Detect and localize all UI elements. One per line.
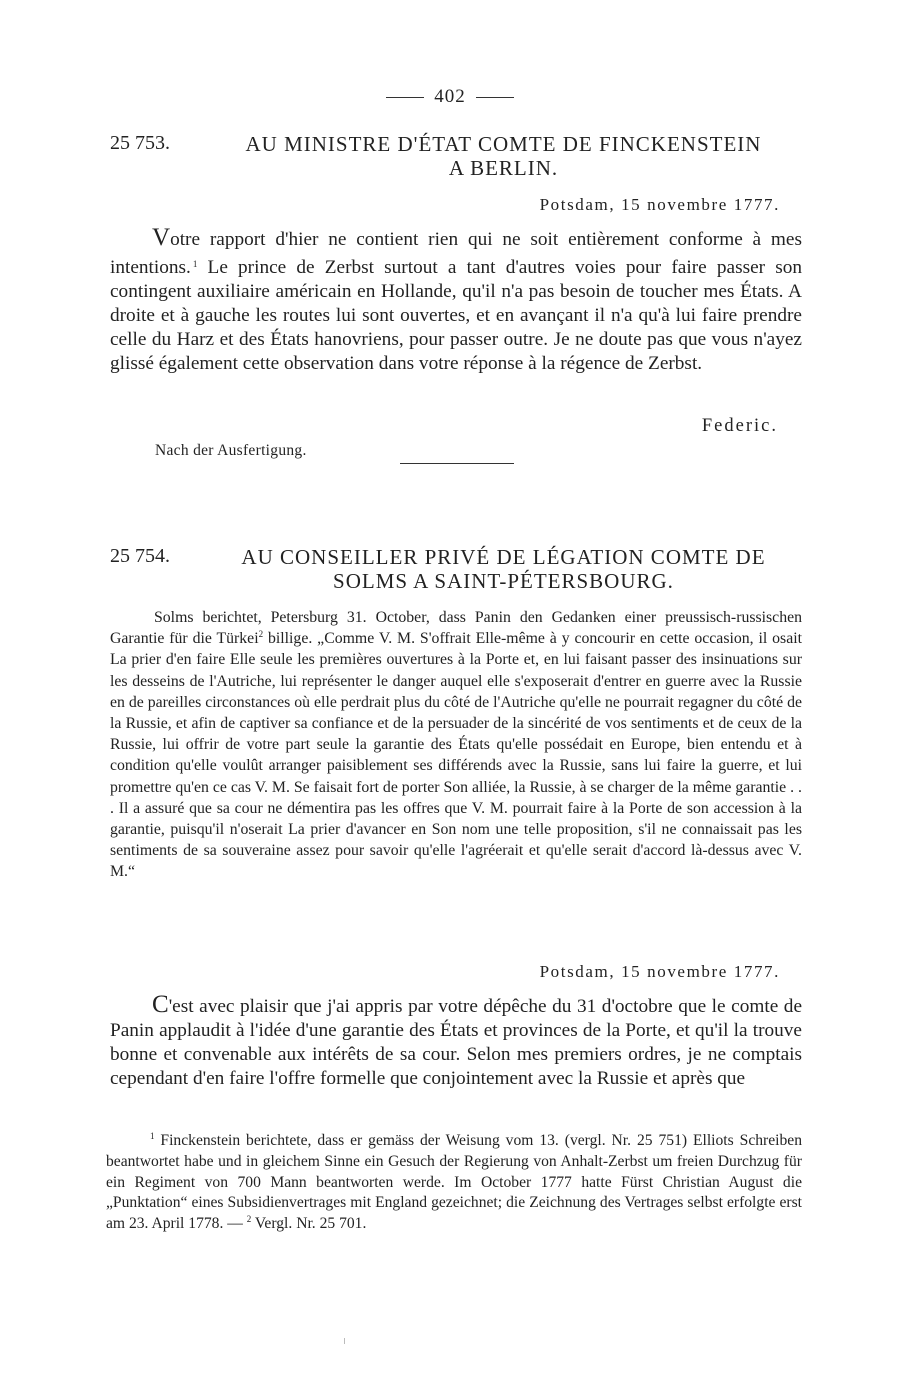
header-dash-left [386,97,424,98]
letter-number: 25 753. [110,132,170,154]
title-line-1: AU MINISTRE D'ÉTAT COMTE DE FINCKENSTEIN [245,132,762,156]
footnote-text: Finckenstein berichtete, dass er gemäss der Weisung vom 13. (vergl. Nr. 25 751) Elliots Schreiben beantwortet habe und in gleichem Sinne ein Gesuch der Regierung von Anhalt-Zerbst um freien Durchzug für ein Regiment von 700 Mann beantworten werde. Im October 1777 hatte Fürst Christian August die „Punktation“ eines Subsidienvertrages mit England gezeichnet; die Zeichnung des Vertrages selbst erfolgte erst am 23. April 1778. — [106,1132,802,1233]
letter-title [205,132,802,180]
title-line-2: A BERLIN. [448,156,559,180]
title-line-2: SOLMS A SAINT-PÉTERSBOURG. [333,569,674,593]
letter-body [110,993,802,1091]
footnote-marker: 1 [192,259,198,269]
letter-body [110,226,802,376]
drop-cap: V [152,224,171,251]
dateline: Potsdam, 15 novembre 1777. [539,195,780,214]
page-header [0,86,900,108]
title-line-1: AU CONSEILLER PRIVÉ DE LÉGATION COMTE DE [241,545,766,569]
header-dash-right [476,97,514,98]
body-text-part: otre rapport d'hier ne contient rien qui ne soit entièrement conforme à mes intentions. [110,229,802,278]
drop-cap: C [152,991,169,1018]
footnote-marker: 1 [150,1131,155,1141]
letter-heading [110,132,802,180]
footnote-marker: 2 [258,629,264,640]
summary-text-part: Solms berichtet, Petersburg 31. October, dass Panin den Gedanken einer preussisch-russischen Garantie für die Türkei [110,609,802,648]
scan-mark [344,1338,345,1344]
body-text-part: 'est avec plaisir que j'ai appris par votre dépêche du 31 d'octobre que le comte de Panin applaudit à l'idée d'une garantie des États et provinces de la Porte, et qu'il la trouve bonne et convenable aux intérêts de sa cour. Selon mes premiers ordres, je ne comptais cependant d'en faire l'offre formelle que conjointement avec la Russie et après que [110,996,802,1089]
signature: Federic. [701,416,778,436]
page-number: 402 [434,86,466,107]
letter-number: 25 754. [110,545,170,567]
letter-title [205,545,802,593]
footnote-marker: 2 [246,1214,252,1225]
footnotes [106,1131,802,1235]
body-text-part: Le prince de Zerbst surtout a tant d'autres voies pour faire passer son contingent auxiliaire américain en Hollande, qu'il n'a pas besoin de toucher mes États. A droite et à gauche les routes lui sont ouvertes, et en avançant il n'a qu'à lui faire prendre celle du Harz et des États hanovriens, pour passer outre. Je ne doute pas que vous n'ayez glissé également cette observation dans votre réponse à la régence de Zerbst. [110,257,802,374]
source-note: Nach der Ausfertigung. [155,442,307,459]
letter-heading [110,545,802,593]
editorial-summary [110,607,802,883]
section-divider [400,463,514,464]
summary-text-part: billige. „Comme V. M. S'offrait Elle-même à y concourir en cette occasion, il osait La prier d'en faire Elle seule les premières ouvertures à la Porte et, en lui faisant passer des insinuations sur les desseins de l'Autriche, lui représenter le danger auquel elle s'exposerait d'entrer en guerre avec la Russie en de pareilles circonstances où elle perdrait plus du côté de l'Autriche qu'elle ne pourrait regagner du côté de la Russie, et afin de captiver sa confiance et de la persuader de la sincérité de vos sentiments et de ceux de la Russie, lui offrir de votre part seule la garantie des États qu'elle possédait en Europe, bien entendu et à condition qu'elle voulût arranger paisiblement ses différends avec la Russie, sans lui faire la guerre, et lui promettre qu'en ce cas V. M. Se faisait fort de porter Son alliée, la Russie, à se charger de la même garantie . . . Il a assuré que sa cour ne démentira pas les offres que V. M. pourrait faire à la Porte de son accession à la garantie, puisqu'il n'oserait La prier d'avancer en Son nom une telle proposition, s'il ne connaissait pas les sentiments de sa souveraine assez pour savoir qu'elle l'agréerait et qu'elle serait d'accord là-dessus avec V. M.“ [110,630,802,881]
dateline: Potsdam, 15 novembre 1777. [539,962,780,981]
footnote-text: Vergl. Nr. 25 701. [251,1215,367,1233]
